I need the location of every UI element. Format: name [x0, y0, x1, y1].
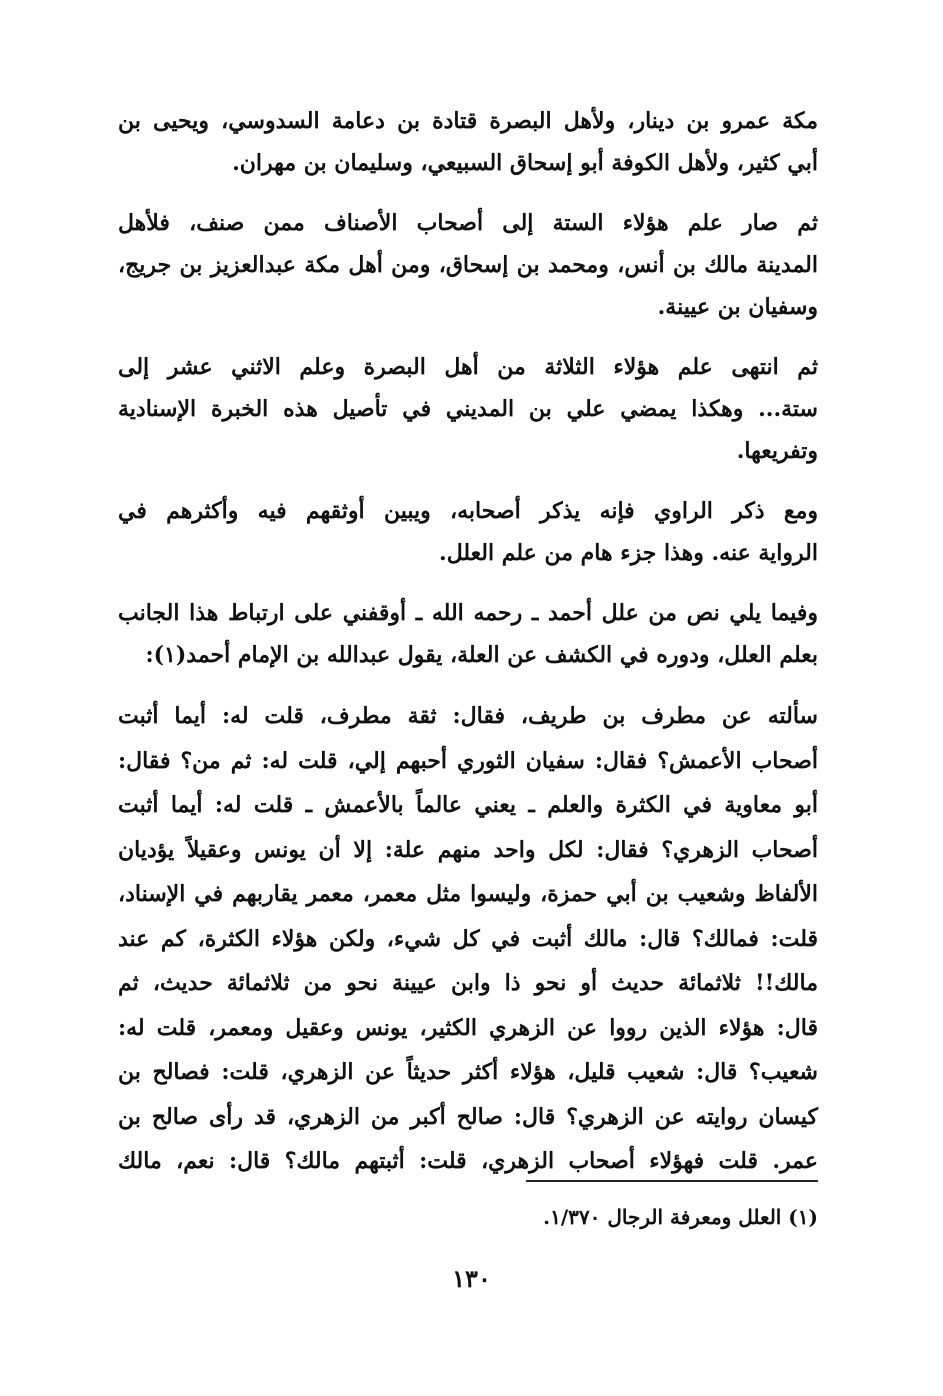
text-line: ستة... وهكذا يمضي علي بن المديني في تأصيل هذه الخبرة الإسنادية	[118, 396, 818, 422]
body-text	[118, 100, 818, 1202]
text-line: ومع ذكر الراوي فإنه يذكر أصحابه، ويبين أوثقهم فيه وأكثرهم في	[118, 498, 818, 524]
text-line: شعيب؟ قال: شعيب قليل، هؤلاء أكثر حديثاً عن الزهري، قلت: فصالح بن	[118, 1059, 818, 1085]
text-line: المدينة مالك بن أنس، ومحمد بن إسحاق، ومن أهل مكة عبدالعزيز بن جريج،	[118, 252, 818, 278]
paragraph-4	[118, 490, 818, 574]
text-line: كيسان روايته عن الزهري؟ قال: صالح أكبر من الزهري، قد رأى صالح بن	[118, 1103, 818, 1130]
text-line: الرواية عنه. وهذا جزء هام من علم العلل.	[439, 540, 818, 566]
paragraph-5	[118, 592, 818, 676]
text-line: مالك!! ثلاثمائة حديث أو نحو ذا وابن عيينة نحو من ثلاثمائة حديث، ثم	[118, 970, 818, 996]
text-line: أبي كثير، ولأهل الكوفة أبو إسحاق السبيعي، وسليمان بن مهران.	[232, 150, 818, 176]
paragraph-2	[118, 202, 818, 328]
page-number: ١٣٠	[452, 1264, 491, 1293]
text-line: ثم انتهى علم هؤلاء الثلاثة من أهل البصرة وعلم الاثني عشر إلى	[118, 354, 818, 380]
text-line: وسفيان بن عيينة.	[657, 294, 818, 320]
paragraph-1	[118, 100, 818, 184]
text-line: بعلم العلل، ودوره في الكشف عن العلة، يقول عبدالله بن الإمام أحمد(١):	[145, 642, 818, 668]
text-line: وفيما يلي نص من علل أحمد ـ رحمه الله ـ أوقفني على ارتباط هذا الجانب	[118, 600, 818, 626]
paragraph-3	[118, 346, 818, 472]
text-line: وتفريعها.	[736, 438, 818, 464]
text-line: ثم صار علم هؤلاء الستة إلى أصحاب الأصناف ممن صنف، فلأهل	[118, 210, 818, 236]
text-line: قلت: فمالك؟ قال: مالك أثبت في كل شيء، ولكن هؤلاء الكثرة، كم عند	[118, 925, 818, 952]
text-line: أصحاب الزهري؟ فقال: لكل واحد منهم علة: إلا أن يونس وعقيلاً يؤديان	[118, 836, 818, 863]
text-line: عمر. قلت فهؤلاء أصحاب الزهري، قلت: أثبتهم مالك؟ قال: نعم، مالك	[118, 1148, 818, 1174]
text-line: الألفاظ وشعيب بن أبي حمزة، وليسوا مثل معمر، معمر يقاربهم في الإسناد،	[118, 881, 818, 907]
text-line: سألته عن مطرف بن طريف، فقال: ثقة مطرف، قلت له: أيما أثبت	[118, 703, 818, 729]
text-line: مكة عمرو بن دينار، ولأهل البصرة قتادة بن دعامة السدوسي، ويحيى بن	[118, 108, 818, 134]
text-line: قال: هؤلاء الذين رووا عن الزهري الكثير، يونس وعقيل ومعمر، قلت له:	[118, 1014, 818, 1041]
footnote-divider	[526, 1180, 818, 1182]
text-line: أصحاب الأعمش؟ فقال: سفيان الثوري أحبهم إلي، قلت له: ثم من؟ فقال:	[118, 747, 818, 774]
text-line: أبو معاوية في الكثرة والعلم ـ يعني عالماً بالأعمش ـ قلت له: أيما أثبت	[118, 792, 818, 818]
footnote: (١) العلل ومعرفة الرجال ١/٣٧٠.	[543, 1205, 818, 1229]
quoted-passage	[118, 694, 818, 1184]
